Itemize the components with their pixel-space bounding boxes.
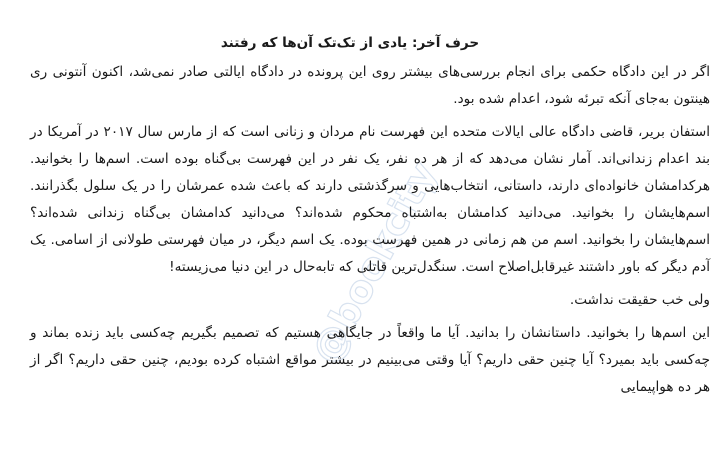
paragraph-4: این اسم‌ها را بخوانید. داستانشان را بدانید. آیا ما واقعاً در جایگاهی هستیم که تصمیم بگیریم چه‌کسی باید زنده بماند و چه‌کسی باید بمیرد؟ آیا چنین حقی داریم؟ آیا وقتی می‌بینیم در بیشتر مواقع اشتباه کرده بودیم، چنین حقی داریم؟ اگر از هر ده هواپیمایی [30, 325, 710, 395]
chapter-title: حرف آخر: یادی از تک‌تک آن‌ها که رفتند [220, 35, 480, 51]
paragraph-3: ولی خب حقیقت نداشت. [569, 292, 710, 308]
paragraph-2: استفان بریر، قاضی دادگاه عالی ایالات متحده این فهرست نام مردان و زنانی است که از مارس سال ۲۰۱۷ در آمریکا در بند اعدام زندانی‌اند. آمار نشان می‌دهد که از هر ده نفر، یک نفر در این فهرست بی‌گناه بوده است. اسم‌ها را بخوانید. هرکدامشان خانواده‌ای دارند، داستانی، انتخاب‌هایی و سرگذشتی دارند که باعث شده عمرشان را در یک سلول بگذرانند. اسم‌هایشان را بخوانید. می‌دانید کدامشان به‌اشتباه محکوم شده‌اند؟ می‌دانید کدامشان بی‌گناه زندانی شده‌اند؟ اسم‌هایشان را بخوانید. اسم من هم زمانی در همین فهرست بوده. یک اسم دیگر، در میان فهرستی طولانی از اسامی. یک آدم دیگر که باور داشتند غیرقابل‌اصلاح است. سنگدل‌ترین قاتلی که تابه‌حال در این دنیا می‌زیسته! [30, 124, 710, 275]
paragraph-1: اگر در این دادگاه حکمی برای انجام بررسی‌های بیشتر روی این پرونده در دادگاه ایالتی صادر نمی‌شد، اکنون آنتونی ری هینتون به‌جای آنکه تبرئه شود، اعدام شده بود. [30, 64, 710, 107]
page-text [30, 30, 710, 407]
svg-text:@bookcity: @bookcity [302, 154, 446, 371]
